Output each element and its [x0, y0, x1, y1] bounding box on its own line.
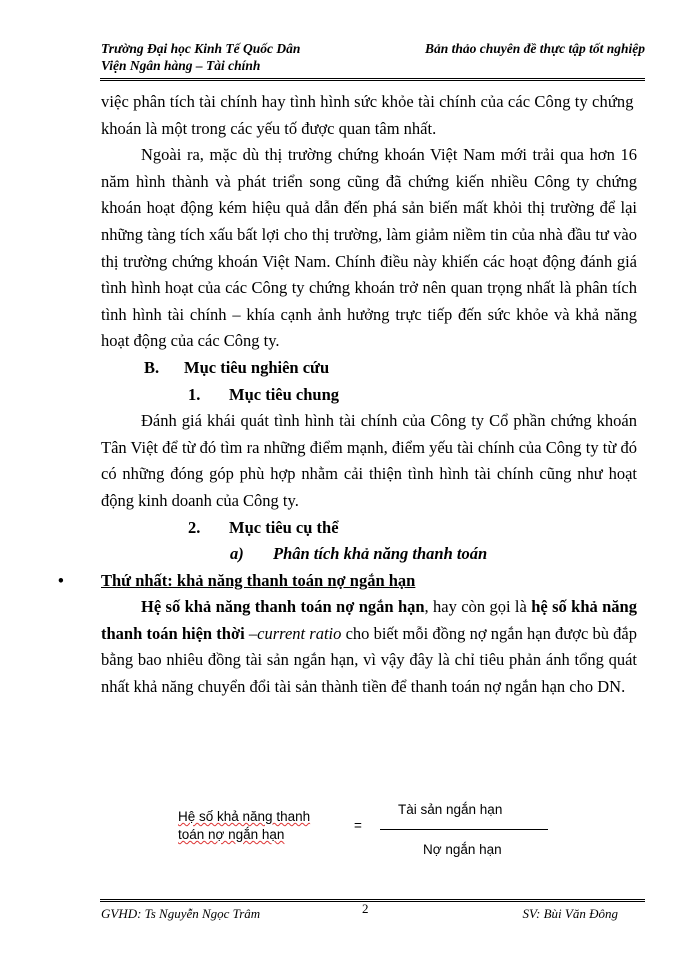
formula-lhs: [178, 808, 310, 844]
fraction-bar: [380, 829, 548, 830]
paragraph-4-text-3: cho biết mỗi đồng nợ ngắn hạn được bù đắp bằng bao nhiêu đồng tài sản ngắn hạn, vì vậy đây là chỉ tiêu phản ánh tổng quát nhất khả năng chuyển đổi tài sản thành tiền để thanh toán nợ ngắn hạn cho DN.: [101, 623, 637, 697]
paragraph-3: Đánh giá khái quát tình hình tài chính của Công ty Cổ phần chứng khoán Tân Việt để từ đó tìm ra những điểm mạnh, điểm yếu tài chính của Công ty từ đó có những đóng góp phù hợp nhằm cải thiện tình hình tài chính cũng như hoạt động kinh doanh của Công ty.: [101, 411, 637, 510]
subsection-1-number: 1.: [188, 384, 201, 404]
subsection-2-heading: [101, 515, 637, 542]
paragraph-1-line-2: khoán là một trong các yếu tố được quan tâm nhất.: [101, 118, 437, 138]
bullet-icon: •: [58, 570, 64, 590]
paragraph-4: [101, 594, 637, 700]
subsection-2-title: Mục tiêu cụ thể: [229, 517, 339, 537]
footer-advisor: GVHD: Ts Nguyễn Ngọc Trâm: [101, 906, 261, 921]
university-name: Trường Đại học Kinh Tế Quốc Dân: [101, 41, 301, 56]
page-number: 2: [362, 901, 369, 916]
ratio-formula: [170, 798, 590, 868]
term-english: current ratio: [257, 623, 342, 643]
subsection-2-number: 2.: [188, 517, 201, 537]
paragraph-4-text-1: , hay còn gọi là: [424, 597, 532, 617]
document-title: Bản thảo chuyên đề thực tập tốt nghiệp: [425, 41, 645, 56]
footer-student: SV: Bùi Văn Đông: [522, 906, 618, 921]
formula-lhs-line-2: toán nợ ngắn hạn: [178, 827, 285, 842]
formula-lhs-line-1: Hệ số khả năng thanh: [178, 809, 311, 824]
term-current-ratio: hệ số khả năng thanh toán hiện thời: [101, 597, 637, 643]
page-body: [58, 89, 637, 701]
paragraph-2: Ngoài ra, mặc dù thị trường chứng khoán Việt Nam mới trải qua hơn 16 năm hình thành và phát triển song cũng đã chứng kiến nhiều Công ty chứng khoán hoạt động kém hiệu quả dẫn đến phá sản biến mất khỏi thị trường để lại những tàng tích xấu bất lợi cho thị trường, làm giảm niềm tin của nhà đầu tư vào thị trường chứng khoán Việt Nam. Chính điều này khiến các hoạt động đánh giá tình hình hoạt của các Công ty chứng khoán trở nên quan trọng nhất là phân tích tình hình tài chính – khía cạnh ảnh hưởng trực tiếp đến sức khỏe và khả năng hoạt động của các Công ty.: [101, 145, 637, 351]
section-b-title: Mục tiêu nghiên cứu: [184, 357, 330, 377]
header-divider: [100, 78, 645, 81]
bullet-text: Thứ nhất: khả năng thanh toán nợ ngắn hạn: [101, 570, 416, 590]
subsection-1-title: Mục tiêu chung: [229, 384, 340, 404]
header-left: [101, 40, 300, 74]
subsection-a-title: Phân tích khả năng thanh toán: [273, 544, 488, 564]
paragraph-1-line-1: việc phân tích tài chính hay tình hình sức khỏe tài chính của các Công ty chứng: [101, 92, 634, 111]
institute-name: Viện Ngân hàng – Tài chính: [101, 58, 261, 73]
paragraph-4-text-2: –: [244, 623, 258, 643]
formula-equals: =: [354, 818, 362, 833]
formula-numerator: Tài sản ngắn hạn: [398, 802, 503, 817]
term-short-term-ratio: Hệ số khả năng thanh toán nợ ngắn hạn: [141, 597, 425, 617]
section-b-heading: [101, 355, 637, 382]
footer-divider: [100, 899, 645, 902]
subsection-1-heading: [101, 382, 637, 409]
subsection-a-heading: [101, 541, 637, 568]
subsection-a-number: a): [230, 544, 244, 564]
section-b-number: B.: [144, 357, 160, 377]
bullet-item: [58, 568, 637, 595]
formula-denominator: Nợ ngắn hạn: [423, 842, 502, 857]
